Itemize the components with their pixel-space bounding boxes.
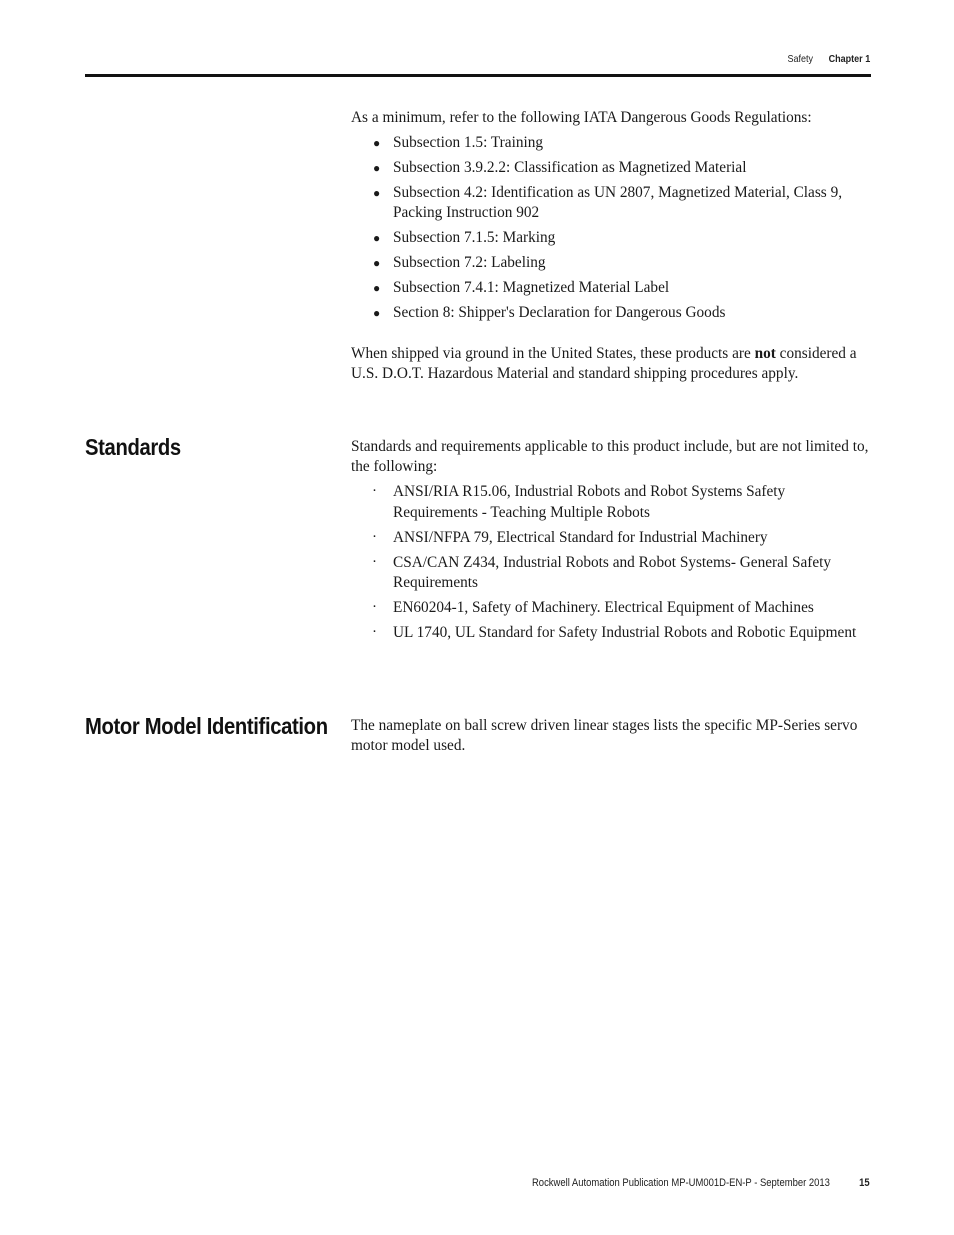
header-rule [85, 74, 871, 77]
page-number: 15 [859, 1177, 870, 1189]
bullet-icon: · [372, 553, 377, 570]
ground-text-emphasis: not [754, 344, 776, 362]
header-chapter-label: Chapter 1 [828, 53, 870, 65]
list-item-text: UL 1740, UL Standard for Safety Industrial Robots and Robotic Equipment [393, 624, 857, 642]
bullet-icon: · [372, 624, 377, 641]
bullet-icon: · [372, 599, 377, 616]
list-item-text: EN60204-1, Safety of Machinery. Electrical Equipment of Machines [393, 599, 814, 617]
list-item-text: Subsection 7.2: Labeling [393, 254, 546, 272]
list-item-text: CSA/CAN Z434, Industrial Robots and Robot Systems- General Safety Requirements [393, 553, 832, 592]
iata-list [351, 133, 873, 324]
list-item-text: Subsection 7.1.5: Marking [393, 229, 556, 247]
bullet-icon: ● [373, 161, 381, 175]
list-item [351, 133, 873, 153]
list-item [351, 303, 873, 323]
standards-block [351, 437, 873, 644]
list-item-text: ANSI/NFPA 79, Electrical Standard for Industrial Machinery [393, 528, 768, 546]
list-item-text: Subsection 7.4.1: Magnetized Material Label [393, 279, 670, 297]
list-item [351, 278, 873, 298]
iata-block [351, 108, 873, 385]
list-item-text: Section 8: Shipper's Declaration for Dangerous Goods [393, 304, 726, 322]
bullet-icon: ● [373, 231, 381, 246]
list-item [351, 623, 873, 643]
bullet-icon: ● [373, 306, 381, 321]
bullet-icon: ● [373, 186, 381, 200]
ground-text-end: considered a U.S. D.O.T. Hazardous Material and standard shipping procedures apply. [351, 344, 857, 383]
list-item [351, 482, 873, 523]
motor-model-heading: Motor Model Identification [85, 713, 328, 739]
bullet-icon: ● [373, 136, 381, 150]
list-item-text: ANSI/RIA R15.06, Industrial Robots and Robot Systems Safety Requirements - Teaching Multiple Robots [393, 483, 786, 521]
ground-text-start: When shipped via ground in the United States, these products are [351, 344, 755, 362]
list-item [351, 183, 873, 224]
list-item [351, 228, 873, 248]
standards-intro: Standards and requirements applicable to this product include, but are not limited to, the following: [351, 438, 869, 476]
list-item-text: Subsection 1.5: Training [393, 134, 544, 151]
list-item [351, 598, 873, 618]
bullet-icon: ● [373, 256, 381, 271]
running-header [787, 53, 870, 65]
standards-heading: Standards [85, 434, 181, 460]
iata-intro: As a minimum, refer to the following IATA Dangerous Goods Regulations: [351, 109, 812, 126]
bullet-icon: · [372, 483, 377, 500]
page-footer [532, 1177, 870, 1189]
motor-model-block [351, 716, 873, 757]
list-item [351, 158, 873, 178]
motor-model-text: The nameplate on ball screw driven linear stages lists the specific MP-Series servo motor model used. [351, 717, 858, 755]
list-item [351, 553, 873, 594]
list-item [351, 528, 873, 548]
bullet-icon: · [372, 528, 377, 545]
bullet-icon: ● [373, 281, 381, 296]
list-item-text: Subsection 3.9.2.2: Classification as Magnetized Material [393, 159, 747, 176]
header-section-title: Safety [787, 53, 813, 65]
standards-list [351, 482, 873, 643]
list-item [351, 253, 873, 273]
list-item-text: Subsection 4.2: Identification as UN 2807, Magnetized Material, Class 9, Packing Instruction 902 [393, 184, 843, 222]
ground-shipping-paragraph [351, 344, 873, 385]
publication-info: Rockwell Automation Publication MP-UM001D-EN-P - September 2013 [532, 1177, 831, 1189]
